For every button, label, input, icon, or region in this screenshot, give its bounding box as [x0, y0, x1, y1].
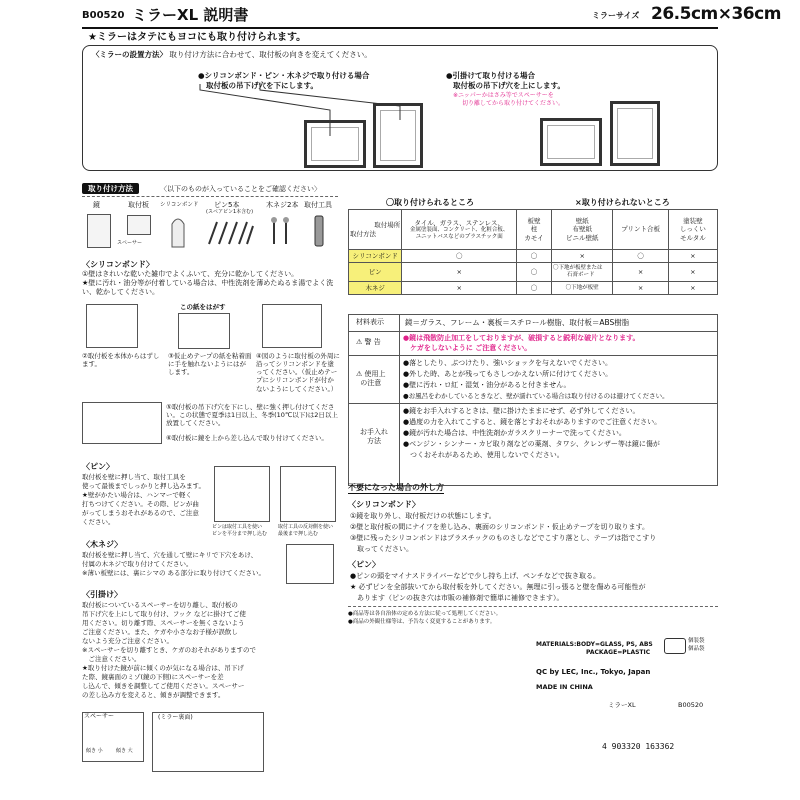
item-silicon-label: シリコンボンド: [160, 202, 199, 208]
col1-line2: 金属塗装面、コンクリート、化粧合板、: [409, 226, 509, 233]
col-header-2: [517, 210, 552, 250]
pin-line5: がってしまうおそれがあるので、ご注意: [82, 509, 199, 517]
materials-label: 材料表示: [356, 318, 384, 326]
row-pin-val4: ×: [613, 262, 668, 281]
hook-title: 〈引掛け〉: [82, 590, 122, 599]
pin-line6: ください。: [82, 518, 115, 526]
right-case-line2: 取付板の吊下げ穴を上にします。: [453, 81, 565, 90]
plate-on-mirror-illustration: [86, 304, 138, 348]
table-corner: [349, 210, 402, 250]
pin-line4: 打ちつけてください。その際、ピンが曲: [82, 500, 199, 508]
col5-line2: しっくい: [679, 225, 706, 234]
col2-line1: 板壁: [527, 217, 541, 226]
removal-s3: ③壁に残ったシリコンボンドはプラスチックのものさしなどでこすり落とし、テープは指でこすり: [350, 534, 657, 542]
pin-cap1b: ピンを平分まで押し込む: [212, 531, 268, 537]
press-plate-illustration: [82, 402, 162, 444]
row-silicon-val4: 〇: [613, 250, 668, 263]
install-method-title: 〈ミラーの設置方法〉: [92, 50, 167, 59]
tilt-small-label: 傾き 小: [86, 748, 103, 754]
caution-item3: ●壁に汚れ・ロ紅・湿気・油分があると付きません。: [403, 381, 571, 389]
silicon-title: 〈シリコンボンド〉: [82, 260, 154, 269]
pin-press-illustration: [280, 466, 336, 522]
row-pin-name: ピン: [349, 262, 402, 281]
mirror-back-illustration: [152, 712, 264, 772]
peel-paper-illustration: [178, 313, 230, 349]
mirror-horizontal-hook-drawing: [540, 118, 602, 166]
hook-line6: ※スペーサーを切り離すとき、ケガのおそれがありますので: [82, 646, 257, 654]
removal-silicon-title: 〈シリコンボンド〉: [348, 500, 420, 509]
row-silicon-val3: ×: [551, 250, 613, 263]
removal-p2: ★ 必ずピンを全部抜いてから取付板を外してください。無理に引っ張ると壁を傷める可能性が: [350, 583, 646, 591]
item-mirror-label: 鏡: [93, 201, 100, 209]
screw-title: 〈木ネジ〉: [82, 540, 123, 549]
row-pin-val3-line1: 〇下地が板壁または: [552, 265, 603, 272]
install-method-heading: [92, 50, 652, 59]
removal-s4: 取ってください。: [350, 545, 413, 553]
attach-title: 取り付け方法: [82, 183, 139, 194]
pin-title: 〈ピン〉: [82, 462, 114, 471]
silicon-step6: ⑥取付板に鏡を上から差し込んで取り付けてください。: [166, 434, 328, 442]
compatibility-table: [348, 209, 718, 295]
row-silicon-val5: ×: [668, 250, 717, 263]
caution-label: ⚠ 使用上 の注意: [356, 370, 386, 387]
apply-silicon-illustration: [262, 304, 322, 348]
footnote2: ●商品の外観仕様等は、予告なく変更することがあります。: [348, 619, 496, 625]
hook-line2: 吊下げ穴を上にして取り付け、フック などに掛けてご使: [82, 610, 246, 618]
row-silicon-name: シリコンボンド: [349, 250, 402, 263]
col1-line3: ユニットバスなどのプラスチック面: [415, 233, 503, 240]
row-pin-val1: ×: [402, 262, 517, 281]
method-label: 取付方法: [350, 229, 376, 238]
hook-line1: 取付板についているスペーサーを切り離し、取付板の: [82, 601, 238, 609]
silicon-tube-icon: [168, 214, 188, 248]
hook-line9: た際、鏡裏面のミゾ(鏡の下側)にスペーサーを差: [82, 673, 224, 681]
jan-code: 4 903320 163362: [602, 742, 675, 751]
caution-item2: ●外した時、あとが残ってもさしつかえない所に付けてください。: [403, 370, 613, 378]
care-label1: お手入れ: [360, 428, 388, 436]
company-name: QC by LEC, Inc., Tokyo, Japan: [536, 668, 651, 676]
row-pin-val3: [551, 262, 613, 281]
hook-line3: 用ください。切り離す際、スペーサーを無くさないよう: [82, 619, 245, 627]
silicon-step1b: ★壁に汚れ・油分等が付着している場合は、中性洗剤を薄めたぬるま湯でよく洗い、乾かしてください。: [82, 279, 334, 296]
care-item3: ●鏡が汚れた場合は、中性洗剤かガラスクリーナーで洗ってください。: [403, 429, 626, 437]
materials-text: 鏡＝ガラス、フレーム・裏板＝スチロール樹脂、取付板＝ABS樹脂: [405, 318, 630, 327]
warning-label: ⚠ 警 告: [356, 338, 381, 346]
pin-cap2: 取付工具の反対側を使い: [278, 524, 334, 530]
install-tool-icon: [312, 214, 326, 248]
item-screw-label: 木ネジ2本: [266, 201, 299, 209]
hook-line4: ご注意ください。また、ケガや小さなお子様が誤飲し: [82, 628, 238, 636]
spacer-illustration: [82, 712, 144, 762]
silicon-step4: ④図のように取付板の外周に沿ってシリコンボンドを塗ってください。（仮止めテープにシリコンボンドが付かないようにしてください。）: [256, 352, 340, 393]
hook-line5: ないよう充分ご注意ください。: [82, 637, 173, 645]
pin-cap1: ピンは取付工具を使い: [212, 524, 263, 530]
caution-label1: 使用上: [364, 370, 386, 378]
caution-item1: ●落としたり、ぶつけたり、強いショックを与えないでください。: [403, 359, 612, 367]
pin-line3: ★壁がかたい場合は、ハンマーで軽く: [82, 491, 192, 499]
silicon-step2: ②取付板を本体からはずします。: [82, 352, 160, 369]
col1-line1: タイル、ガラス、ステンレス、: [414, 218, 505, 227]
place-label: 取付場所: [374, 221, 401, 230]
right-case-note1: ※ニッパーかはさみ等でスペーサーを: [453, 92, 554, 99]
col-header-4: プリント合板: [613, 210, 668, 250]
right-case-line1: ●引掛けて取り付ける場合: [446, 71, 536, 80]
col-header-5: [668, 210, 717, 250]
col5-line3: モルタル: [680, 233, 706, 242]
col-header-3: [551, 210, 613, 250]
caution-label2: の注意: [360, 378, 382, 387]
tilt-large-label: 傾き 大: [116, 748, 133, 754]
header-rule: [82, 27, 718, 29]
removal-pin-title: 〈ピン〉: [348, 560, 380, 569]
screw-line3: ※薄い板壁には、裏にシマの ある部分に取り付けてください。: [82, 569, 266, 577]
left-case-line1: ●シリコンボンド・ピン・木ネジで取り付ける場合: [198, 71, 370, 80]
caution-item4: ●お風呂をわかしているときなど、壁が濡れている場合は取り付けるのは避けてください。: [403, 392, 669, 400]
pins-icon: [205, 216, 255, 246]
left-case-line2: 取付板の吊下げ穴を下にします。: [206, 81, 318, 90]
removal-p3: あります（ピンの抜き穴は市販の補修剤で簡単に補修できます）。: [350, 594, 564, 602]
row-silicon-val2: 〇: [517, 250, 552, 263]
right-case-note2: 切り離してから取り付けてください。: [462, 100, 565, 107]
spacer-label: スペーサー: [117, 240, 143, 246]
care-item4: ●ベンジン・シンナー・カビ取り剤などの薬剤、タワシ、クレンザー等は鏡に傷が: [403, 440, 660, 448]
plate-item-image: [127, 215, 151, 235]
care-label: [360, 428, 388, 446]
hook-line11: の差し込み方を変えると、傾きが調整できます。: [82, 691, 225, 699]
paper-peel-label: この紙をはがす: [180, 303, 226, 311]
hook-line8: ★取り付けた鏡が前に傾くのが気になる場合は、吊下げ: [82, 664, 244, 672]
top-note: ★ミラーはタテにもヨコにも取り付けられます。: [88, 32, 307, 43]
warning-text2: ケガをしないように ご注意ください。: [410, 344, 532, 352]
hook-line7: ご注意ください。: [82, 655, 141, 663]
pin-line1: 取付板を壁に押し当て、取付工具を: [82, 473, 186, 481]
item-pin-label: ピン5本: [214, 201, 240, 209]
row-screw-val1: ×: [402, 282, 517, 295]
removal-s1: ①鏡を取り外し、取付板だけの状態にします。: [350, 512, 496, 520]
mirror-item-image: [87, 214, 111, 248]
row-screw-val4: ×: [613, 282, 668, 295]
warning-label-text: 警 告: [364, 338, 381, 346]
footer-product-name: ミラーXL: [608, 701, 636, 709]
attach-divider: [82, 196, 338, 197]
screw-line2: 付属の木ネジで取り付けてください。: [82, 560, 193, 568]
install-method-desc: 取り付け方法に合わせて、取付板の向きを変えてください。: [169, 50, 372, 59]
origin: MADE IN CHINA: [536, 683, 593, 691]
row-pin-val2: 〇: [517, 262, 552, 281]
screw-line1: 取付板を壁に押し当て、穴を通して壁にキリで下穴をあけ、: [82, 551, 258, 559]
recycle-label1: 個装袋: [688, 638, 705, 644]
size-value: 26.5cm×36cm: [651, 4, 781, 24]
item-tool-label: 取付工具: [304, 201, 332, 209]
mirror-back-caption: (ミラー裏面): [158, 714, 193, 721]
row-pin-val5: ×: [668, 262, 717, 281]
care-label2: 方法: [367, 436, 381, 445]
care-item1: ●鏡をお手入れするときは、壁に掛けたままにせず、必ず外してください。: [403, 407, 640, 415]
pin-cap2b: 最後まで押し込む: [278, 531, 319, 537]
col-header-1: [402, 210, 517, 250]
removal-p1: ●ピンの頭をマイナスドライバーなどで少し持ち上げ、ペンチなどで抜き取る。: [350, 572, 601, 580]
silicon-step1: ①壁はきれいな乾いた雑巾でよくふいて、充分に乾かしてください。: [82, 270, 299, 278]
barcode-area: [598, 714, 718, 742]
removal-s2: ②壁と取付板の間にナイフを差し込み、裏面のシリコンボンド・仮止めテープを切り取ります。: [350, 523, 649, 531]
row-screw-val2: 〇: [517, 282, 552, 295]
pin-line2: 使って最後までしっかりと押し込みます。: [82, 482, 205, 490]
table-can-heading: 〇取り付けられるところ: [386, 198, 474, 207]
screws-icon: [268, 216, 292, 246]
removal-title: 不要になった場合の外し方: [348, 483, 444, 492]
mirror-vertical-hook-drawing: [610, 101, 660, 166]
row-screw-val3: 〇下地が板壁: [551, 282, 613, 295]
row-silicon-val1: 〇: [402, 250, 517, 263]
recycle-plastic-icon: [664, 638, 686, 654]
row-screw-name: 木ネジ: [349, 282, 402, 295]
col2-line3: カモイ: [524, 233, 544, 242]
care-item5: つくおそれがあるため、使用しないでください。: [403, 451, 564, 459]
col3-line1: 壁紙: [575, 217, 589, 226]
item-plate-label: 取付板: [128, 201, 149, 209]
table-cannot-heading: ×取り付けられないところ: [575, 198, 670, 207]
pointer-lines-left: [190, 80, 450, 140]
footer-product-code: B00520: [678, 701, 704, 709]
col3-line3: ビニル壁紙: [565, 233, 599, 242]
hook-line10: し込んで、傾きを調整してご使用ください。スペーサー: [82, 682, 245, 690]
recycle-label2: 個品袋: [688, 646, 705, 652]
col2-line2: 柱: [530, 225, 538, 234]
footnote-divider: [348, 606, 718, 607]
size-label: ミラーサイズ: [592, 11, 640, 20]
pin-insert-illustration: [214, 466, 270, 522]
spacer-caption: スペーサー: [84, 713, 115, 720]
care-item2: ●過度の力を入れてこすると、鏡を落とすおそれがありますのでご注意ください。: [403, 418, 662, 426]
row-pin-val3-line2: 石膏ボード: [566, 271, 595, 278]
silicon-step5: ⑤取付板の吊下げ穴を下にし、壁に強く押し付けてください。この状態で夏季は1日以上、冬季(10℃以下)は2日以上放置してください。: [166, 403, 338, 428]
silicon-step3: ③仮止めテープの紙を粘着面に手を触れないようにはがします。: [168, 352, 252, 377]
materials-en-2: PACKAGE=PLASTIC: [586, 649, 651, 656]
row-screw-val5: ×: [668, 282, 717, 295]
warning-text1: ●鏡は飛散防止加工をしておりますが、破損すると鋭利な破片となります。: [403, 334, 640, 342]
col5-line1: 塗装壁: [683, 217, 703, 226]
attach-desc: 〈以下のものが入っていることをご確認ください〉: [160, 185, 321, 193]
screw-illustration: [286, 544, 334, 584]
col3-line2: 布壁紙: [572, 225, 592, 234]
product-code: B00520: [82, 10, 125, 21]
materials-en-1: MATERIALS:BODY=GLASS, PS, ABS: [536, 641, 653, 648]
footnote1: ●商品等は各自治体の定める方法に従って処理してください。: [348, 611, 502, 617]
item-pin-note: (スペアピン1本含む): [206, 209, 254, 215]
page-title: ミラーXL 説明書: [132, 6, 249, 24]
